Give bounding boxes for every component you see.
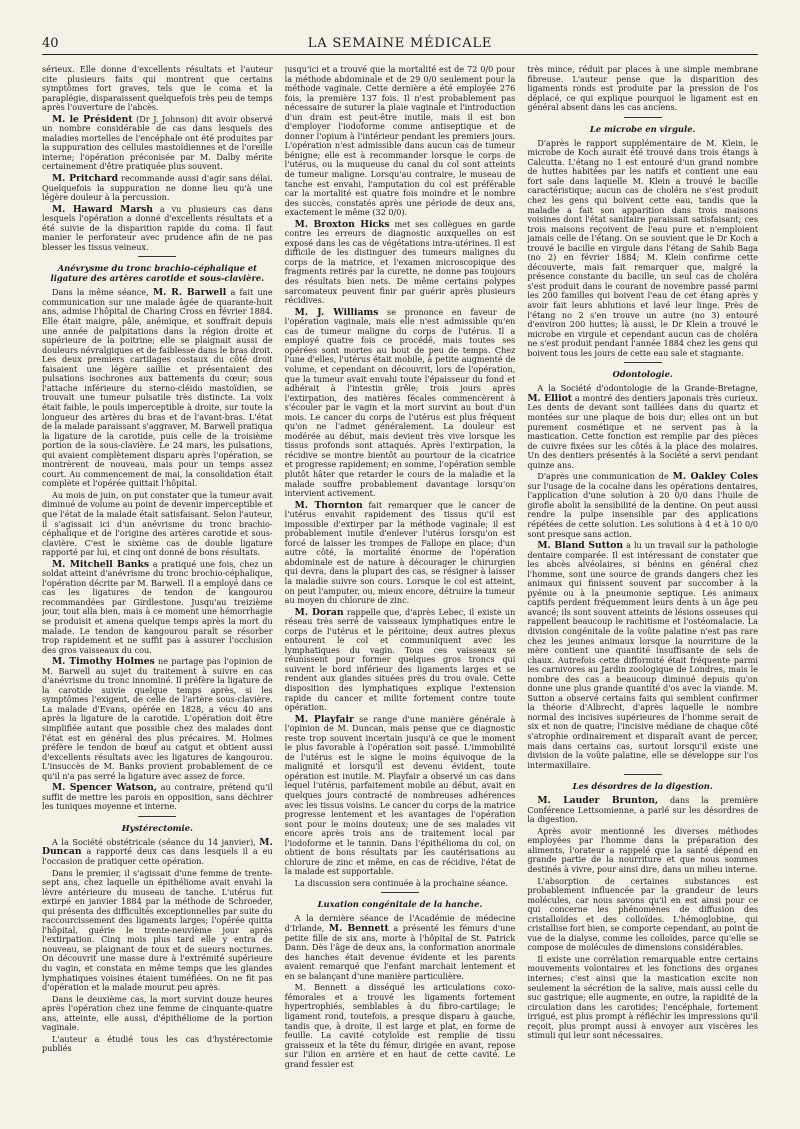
paragraph: [42, 783, 273, 812]
speaker-name: M. R. Barwell: [152, 287, 227, 299]
paragraph-text: au contraire, prétend qu'il suffit de mettre les parois en opposition, sans déchirer les tuniques moyenne et interne.: [42, 782, 273, 812]
paragraph: [285, 608, 516, 713]
paragraph-text: M. Bennett a disséqué les articulations coxo-fémorales et a trouvé les ligaments fortement hypertrophiés, semblables à du fibro-cartilage; le ligament rond, toutefois, a presque disparu à gauche, tandis que, à droite, il est large et plat, en forme de feuille. La cavité cotyloïde est remplie de tissu graisseux et la tête du fémur, dirigée en avant, repose sur l'ilion en arrière et en haut de cette cavité. Le grand fessier est: [284, 982, 516, 1069]
paragraph-lead: A la Société d'odontologie de la Grande-Bretagne,: [537, 383, 758, 394]
paragraph: [527, 541, 758, 770]
section-title: Anévrysme du tronc brachio-céphalique et ligature des artères carotide et sous-clavière.: [50, 263, 265, 284]
speaker-name: M. Spencer Watson,: [52, 782, 157, 794]
section-title: Luxation congénitale de la hanche.: [317, 899, 483, 910]
paragraph-text: a présenté les fémurs d'une petite fille de six ans, morte à l'hôpital de St. Patrick Dann. Dès l'âge de deux ans, la conformation anormale des hanches était devenue évidente et les parents avaient remarqué que l'enfant marchait lentement et en se balançant d'une manière particulière.: [284, 923, 516, 981]
column-2: [285, 65, 516, 1110]
paragraph: [527, 65, 758, 113]
paragraph-text: Il existe une corrélation remarquable entre certains mouvements volontaires et les fonctions des organes internes; c'est ainsi que la mastication excite non seulement la sécrétion de la salive, mais aussi celle du suc gastrique; elle augmente, en outre, la rapidité de la circulation dans les carotides; l'encéphale, fortement irrigué, est plus prompt à réfléchir les impressions qu'il reçoit, plus prompt aussi à envoyer aux viscères les stimuli qui leur sont nécessaires.: [527, 953, 758, 1041]
paragraph-text: jusqu'ici et a trouvé que la mortalité est de 72 0/0 pour la méthode abdominale et de 29 0/0 seulement pour la méthode vaginale. Cette dernière a été employée 276 fois, la première 137 fois. Il n'est probablement pas nécessaire de suturer la plaie vaginale et l'introduction d'un drain est peut-être inutile, mais il est bon d'employer l'iodoforme comme antiseptique et de donner l'opium à l'intérieur pendant les premiers jours. L'opération n'est admissible dans aucun cas de tumeur bénigne; elle est à recommander lorsque le corps de l'utérus, ou la muqueuse du canal du col sont atteints de tumeur maligne. Lorsqu'au contraire, le museau de tanche est envahi, l'amputation du col est préférable car la mortalité est quatre fois moindre et le nombre des succès, constatés après une période de deux ans, exactement le même (32 0/0).: [284, 65, 516, 218]
paragraph-text: met ses collègues en garde contre les erreurs de diagnostic auxquelles on est exposé dans les cas de végétations intra-utérines. Il est difficile de les distinguer des tumeurs malignes du corps de la matrice, et l'examen microscopique des fragments retirés par la curette, ne donne pas toujours des résultats bien nets. De même certains polypes sarcomateux peuvent finir par guérir après plusieurs récidives.: [284, 218, 516, 306]
section-divider: [624, 362, 662, 363]
paragraph: [285, 308, 516, 499]
paragraph-text: fait remarquer que le cancer de l'utérus envahit rapidement des tissus qu'il est impossible d'extirper par la méthode vaginale; il est probablement inutile d'enlever l'utérus lorsqu'on est forcé de laisser les trompes de Fallope en place; d'un autre côté, la mortalité énorme de l'opération abdominale est de nature à décourager le chirurgien qui devra, dans la plupart des cas, se résigner à laisser la maladie suivre son cours. Lorsque le col est atteint, on peut l'amputer, ou, mieux encore, détruire la tumeur au moyen du chlorure de zinc.: [284, 499, 516, 606]
speaker-name: M. Pritchard: [52, 173, 119, 185]
paragraph: [285, 879, 516, 889]
section-divider: [624, 774, 662, 775]
paragraph: [42, 560, 273, 655]
paragraph-text: très mince, réduit par places à une simple membrane fibreuse. L'auteur pense que la disparition des ligaments ronds est produite par la pression de l'os déplacé, ce qui explique pourquoi le ligament est en général absent dans les cas anciens.: [527, 65, 758, 113]
paragraph-text: Dans le premier, il s'agissait d'une femme de trente-sept ans, chez laquelle un épithéliome avait envahi la lèvre antérieure du museau de tanche. L'utérus fut extirpé en janvier 1884 par la méthode de Schroeder, qui présenta des difficultés exceptionnelles par suite du raccourcissement des ligaments larges; l'opérée quitta l'hôpital, guérie le trente-neuvième jour après l'extirpation. Cinq mois plus tard elle y entra de nouveau, se plaignant de toux et de sueurs nocturnes. On découvrit une masse dure à l'extrémité supérieure du vagin, et constata en même temps que les glandes lymphatiques voisines étaient tuméfiées. On ne fit pas d'opération et la malade mourut peu après.: [42, 867, 273, 993]
paragraph: [527, 139, 758, 359]
speaker-name: M. Thornton: [294, 499, 363, 511]
paragraph: [42, 1035, 273, 1054]
section-divider: [624, 117, 662, 118]
section-title: Odontologie.: [612, 369, 673, 380]
speaker-name: M. le Président: [52, 113, 133, 125]
paragraph-text: a rapporté deux cas dans lesquels il a eu l'occasion de pratiquer cette opération.: [42, 846, 273, 867]
article-columns: [42, 65, 758, 1110]
section-title: Les désordres de la digestion.: [572, 781, 713, 792]
paragraph-text: a lu un travail sur la pathologie dentaire comparée. Il est intéressant de constater que les abcès alvéolaires, si bénins en général chez l'homme, sont une source de grands dangers chez les animaux qui finissent souvent par succomber à la pyémie ou à la pneumonie septique. Les animaux captifs perdent fréquemment leurs dents à un âge peu avancé; ils sont souvent atteints de lésions osseuses qui rappellent beaucoup le rachitisme et l'ostéomalacie. La division congénitale de la voûte palatine n'est pas rare chez les jeunes animaux lorsque la nourriture de la mère contient une quantité insuffisante de sels de chaux. Autrefois cette difformité était fréquente parmi les carnivores au Jardin zoologique de Londres, mais le nombre des cas a beaucoup diminué depuis qu'on donne une plus grande quantité d'os avec la viande. M. Sutton a observé certains faits qui semblent confirmer la théorie d'Albrecht, d'après laquelle le nombre normal des incisives supérieures de l'homme serait de six et non de quatre; l'incisive médiane de chaque côté s'atrophie ordinairement et disparaît avant de percer, mais dans certains cas, surtout lorsqu'il existe une division de la voûte palatine, elle se développe sur l'os intermaxillaire.: [527, 540, 758, 770]
paragraph-text: Après avoir mentionné les diverses méthodes employées par l'homme dans la préparation des aliments, l'orateur a rappelé que la santé dépend en grande partie de la nourriture et que nous sommes destinés à vivre, pour ainsi dire, dans un milieu interne.: [527, 825, 758, 875]
column-1: [42, 65, 273, 1110]
paragraph-text: se range d'une manière générale à l'opinion de M. Duncan, mais pense que ce diagnostic reste trop souvent incertain jusqu'à ce que le moment le plus favorable à l'opération soit passé. L'immobilité de l'utérus est le signe le moins équivoque de la malignité et lorsqu'il est devenu évident, toute opération est inutile. M. Playfair a observé un cas dans lequel l'utérus, parfaitement mobile au début, avait en quelques jours contracté de nombreuses adhérences avec les tissus voisins. Le cancer du corps de la matrice progresse lentement et les avantages de l'opération sont pour le moins douteux; une de ses malades vit encore après trois ans de traitement local par l'iodoforme et le tannin. Dans l'épithélioma du col, on obtient de bons résultats par les cautérisations au chlorure de zinc et même, en cas de récidive, l'état de la malade est supportable.: [284, 713, 516, 877]
paragraph-text: a montré des dentiers japonais très curieux. Les dents de devant sont taillées dans du quartz et montées sur une plaque de bois dur; elles ont un but purement cosmétique et ne servent pas à la mastication. Cette fonction est remplie par des pièces de cuivre fixées sur les côtés à la place des molaires. Un des dentiers présentés à la Société a servi pendant quinze ans.: [527, 392, 758, 470]
paragraph-text: (Dr J. Johnson) dit avoir observé un nombre considérable de cas dans lesquels des maladies mortelles de l'encéphale ont été produites par la suppuration des cellules mastoïdiennes et de l'oreille interne; l'opération préconisée par M. Dalby mérite certainement d'être pratiquée plus souvent.: [42, 113, 273, 172]
paragraph: [527, 955, 758, 1041]
paragraph-text: D'après le rapport supplémentaire de M. Klein, le microbe de Koch aurait été trouvé dans trois étangs à Calcutta. L'étang no 1 est entouré d'un grand nombre de huttes habitées par les natifs et contient une eau fort sale dans laquelle M. Klein a trouvé le bacille caractéristique; aucun cas de choléra ne s'est produit chez les gens qui boivent cette eau, tandis que la maladie a fait son apparition dans trois maisons voisines dont l'état sanitaire paraissait satisfaisant; ces trois maisons reçoivent de l'eau pure et n'emploient jamais celle de l'étang. On se souvient que le Dr Koch a trouvé le bacille en virgule dans l'étang de Sahib Baga (no 2) en février 1884; M. Klein confirme cette découverte, mais fait remarquer que, malgré la présence constante du bacille, un seul cas de choléra s'est produit dans le courant de novembre passé parmi les 200 familles qui boivent l'eau de cet étang après y avoir fait leurs ablutions et lavé leur linge. Près de l'étang no 2 s'en trouve un autre (no 3) entouré d'environ 200 huttes; là aussi, le Dr Klein a trouvé le microbe en virgule et cependant aucun cas de choléra ne s'est produit pendant l'année 1884 chez les gens qui boivent tous les jours de cette eau sale et stagnante.: [527, 137, 758, 358]
paragraph-text: L'absorption de certaines substances est probablement influencée par la grandeur de leurs molécules, car nous savons qu'il en est ainsi pour ce qui concerne les phénomènes de diffusion des cristalloïdes et des colloïdes. L'hémoglobine, qui cristallise fort bien, se comporte cependant, au point de vue de la dialyse, comme les colloïdes, parce qu'elle se compose de molécules de dimensions considérables.: [527, 875, 758, 953]
paragraph-text: a fait une communication sur une malade âgée de quarante-huit ans, admise l'hôpital de Charing Cross en février 1884. Elle était maigre, pâle, anémique, et souffrait depuis une année de palpitations dans la région droite et supérieure de la poitrine; elle se plaignait aussi de douleurs névralgiques et de faiblesse dans le bras droit. Les deux premiers cartilages costaux du côté droit faisaient une légère saillie et présentaient des pulsations isochrones aux battements du cœur; sous l'attache inférieure du sterno-cléido mastoïdien, se trouvait une tumeur pulsatile très distincte. La voix était faible, le pouls imperceptible à droite, sur toute la longueur des artères du bras et de l'avant-bras. L'état de la malade paraissant s'aggraver, M. Barwell pratiqua la ligature de la carotide, puis celle de la troisième portion de la sous-clavière. Le 24 mars, les pulsations, qui avaient complètement disparu après l'opération, se montrèrent de nouveau, mais pour un temps assez court. Au commencement de mai, la consolidation était complète et l'opérée quittait l'hôpital.: [42, 287, 273, 489]
paragraph: [285, 914, 516, 981]
paragraph: [285, 220, 516, 306]
paragraph: [42, 288, 273, 488]
paragraph: [527, 472, 758, 539]
speaker-name: M. J. Williams: [294, 306, 379, 318]
section-divider: [138, 816, 176, 817]
section-title: Hystérectomie.: [121, 822, 193, 833]
section-title: Le microbe en virgule.: [589, 123, 696, 134]
paragraph-text: dans la première Conférence Lettsomienne, a parlé sur les désordres de la digestion.: [527, 795, 758, 825]
paragraph: [42, 174, 273, 203]
speaker-name: M. Haward Marsh: [52, 203, 153, 215]
speaker-name: M. Bennett: [328, 923, 389, 935]
speaker-name: M. Playfair: [294, 713, 354, 725]
speaker-name: M. Elliot: [527, 392, 573, 404]
speaker-name: M. Mitchell Banks: [52, 558, 149, 570]
section-divider: [138, 256, 176, 257]
paragraph-text: Au mois de juin, on put constater que la tumeur avait diminué de volume au point de devenir imperceptible et que l'état de la malade était satisfaisant. Selon l'auteur, il s'agissait ici d'un anévrisme du tronc brachio-céphalique et de l'origine des artères carotide et sous-clavière. C'est le sixième cas de double ligature rapporté par lui, et cinq ont donné de bons résultats.: [42, 489, 273, 558]
paragraph-lead: A la Société obstétricale (séance du 14 janvier),: [52, 836, 256, 847]
paragraph: [527, 877, 758, 953]
paragraph-text: se prononce en faveur de l'opération vaginale, mais elle n'est admissible qu'en cas de tumeur maligne du corps de l'utérus. Il a employé quatre fois ce procédé, mais toutes ses opérées sont mortes au bout de peu de temps. Chez l'une d'elles, l'utérus était mobile, à petite augmenté de volume, et cependant on découvrit, lors de l'opération, que la tumeur avait envahi toute l'épaisseur du fond et adhérait à l'intestin grêle; trois jours après l'extirpation, des matières fécales commencèrent à s'écouler par le vagin et la mort survint au bout d'un mois. Le cancer du corps de l'utérus est plus fréquent qu'on ne l'admet généralement. La douleur est modérée au début, mais devient très vive lorsque les tissus profonds sont attaqués. Après l'extirpation, la récidive se montre bientôt au pourtour de la cicatrice et progresse rapidement; en somme, l'opération semble plutôt hâter que retarder le cours de la maladie et la malade souffre probablement davantage lorsqu'on intervient activement.: [284, 306, 516, 499]
speaker-name: M. Timothy Holmes: [52, 656, 155, 668]
paragraph: [285, 983, 516, 1069]
paragraph-text: La discussion sera continuée à la prochaine séance.: [294, 877, 508, 888]
paragraph: [42, 838, 273, 867]
paragraph: [42, 65, 273, 113]
paragraph-text: a vu plusieurs cas dans lesquels l'opération a donné d'excellents résultats et a été suivie de la disparition rapide du coma. Il faut manier le perforateur avec prudence afin de ne pas blesser les tissus veineux.: [42, 203, 273, 252]
paragraph-text: rappelle que, d'après Lebec, il existe un réseau très serré de vaisseaux lymphatiques entre le corps de l'utérus et le péritoine; deux autres plexus entourent le col et communiquent avec les lymphatiques du vagin. Tous ces vaisseaux se réunissent pour former quelques gros troncs qui suivent le bord inférieur des ligaments larges et se rendent aux glandes situées près du trou ovale. Cette disposition des lymphatiques explique l'extension rapide du cancer et milite fortement contre toute opération.: [284, 606, 516, 713]
section-divider: [381, 892, 419, 893]
paragraph: [42, 657, 273, 781]
paragraph-text: sur l'usage de la cocaïne dans les opérations dentaires, l'application d'une solution à 20 0/0 dans l'huile de girofle abolit la sensibilité de la dentine. On peut aussi rendre la pulpe insensible par des applications répétées de cette solution. Les solutions à 4 et à 10 0/0 sont presque sans action.: [527, 480, 758, 539]
paragraph: [285, 501, 516, 606]
speaker-name: M. Doran: [294, 606, 344, 618]
paragraph: [527, 796, 758, 825]
paragraph-text: recommande aussi d'agir sans délai. Quelquefois la suppuration ne donne lieu qu'à une légère douleur à la percussion.: [42, 173, 273, 203]
journal-title: LA SEMAINE MÉDICALE: [307, 36, 493, 51]
paragraph: [42, 995, 273, 1033]
page-number: 40: [42, 36, 59, 51]
paragraph-text: Dans le deuxième cas, la mort survint douze heures après l'opération chez une femme de cinquante-quatre ans, atteinte, elle aussi, d'épithéliome de la portion vaginale.: [42, 993, 273, 1033]
paragraph: [285, 65, 516, 218]
paragraph-text: sérieux. Elle donne d'excellents résultats et l'auteur cite plusieurs faits qui montrent que certains symptômes fort graves, tels que le coma et la paraplégie, disparaissent quelquefois très peu de temps après l'ouverture de l'abcès.: [42, 65, 273, 113]
page-header: [42, 34, 758, 55]
speaker-name: M. Bland Sutton: [537, 540, 624, 552]
paragraph-lead: A la dernière séance de l'Académie de médecine d'Irlande,: [284, 913, 516, 934]
paragraph: [42, 115, 273, 172]
speaker-name: M. Duncan: [42, 836, 273, 858]
speaker-name: M. Oakley Coles: [672, 471, 758, 483]
paragraph-text: L'auteur a étudié tous les cas d'hystérectomie publiés: [42, 1033, 273, 1054]
paragraph-text: ne partage pas l'opinion de M. Barwell au sujet du traitement à suivre en cas d'anévrisme du tronc innominé. Il préfère la ligature de la carotide suivie quelque temps après, si les symptômes l'exigent, de celle de l'artère sous-clavière. La malade d'Evans, opérée en 1828, a vécu 40 ans après la ligature de la carotide. L'opération doit être simplifiée autant que possible chez des malades dont l'état est en général des plus précaires. M. Holmes préfère le tendon de bœuf au catgut et obtient aussi d'excellents résultats avec les ligatures de kangourou. L'insuccès de M. Banks provient probablement de ce qu'il n'a pas serré la ligature avec assez de force.: [42, 656, 273, 781]
paragraph-lead: D'après une communication de: [537, 471, 669, 482]
paragraph: [527, 827, 758, 875]
speaker-name: M. Lauder Brunton,: [537, 795, 659, 807]
paragraph-text: a pratiqué une fois, chez un soldat atteint d'anévrisme du tronc brochio-céphalique, l'opération décrite par M. Barwell. Il a employé dans ce cas les ligatures de tendon de kangourou recommandées par Girdlestone. Jusqu'au treizième jour, tout alla bien, mais à ce moment une hémorrhagie se produisit et amena quelque temps après la mort du malade. Le tendon de kangourou paraît se résorber trop rapidement et ne suffit pas à assurer l'occlusion des gros vaisseaux du cou.: [42, 558, 273, 655]
paragraph: [42, 491, 273, 558]
paragraph: [527, 384, 758, 470]
paragraph: [42, 869, 273, 993]
paragraph: [42, 205, 273, 253]
paragraph: [285, 715, 516, 877]
paragraph-lead: Dans la même séance,: [52, 287, 149, 298]
speaker-name: M. Broxton Hicks: [294, 218, 390, 230]
column-3: [527, 65, 758, 1110]
